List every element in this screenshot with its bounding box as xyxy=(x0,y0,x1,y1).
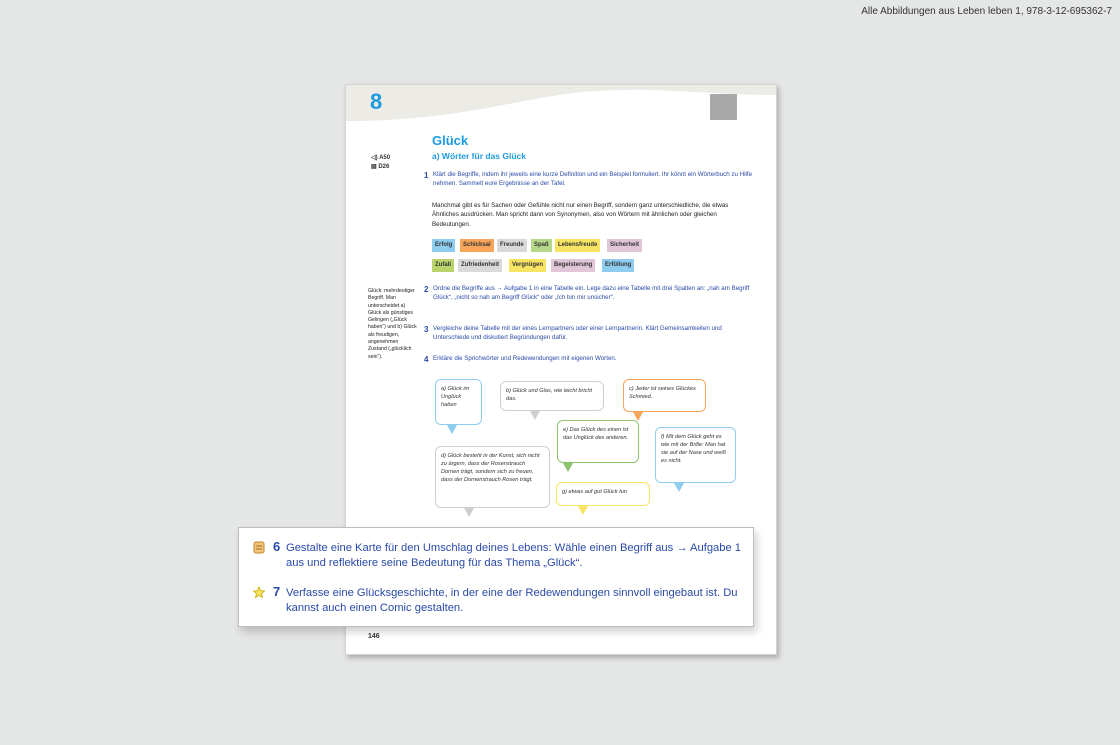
star-icon xyxy=(253,586,265,599)
intro-text: Manchmal gibt es für Sachen oder Gefühle nicht nur einen Begriff, sondern ganz unterschiedliche, die etwas Ähnliches ausdrücken. Man spricht dann von Synonymen, also von Wörtern mit ähnlichen oder gleichen Bedeutungen. xyxy=(432,202,729,228)
task-overlay-box xyxy=(238,527,754,627)
speech-bubble-d: d) Glück besteht in der Kunst, sich nicht zu ärgern, dass der Rosenstrauch Dornen trägt, sondern sich zu freuen, dass der Dornenstrauch Rosen trägt. xyxy=(435,446,550,508)
task-3: 3 Vergleiche deine Tabelle mit der eines Lernpartners oder einer Lernpartnerin. Klärt Gemeinsamkeiten und Unterschiede und diskutiert Begründungen dafür. xyxy=(424,325,722,341)
chip-lebensfreude: Lebensfreude xyxy=(555,239,600,252)
chip-schicksal: Schicksal xyxy=(460,239,494,252)
chapter-number: 8 xyxy=(370,89,383,114)
speech-bubble-g: g) etwas auf gut Glück tun xyxy=(556,482,650,506)
chip-sicherheit: Sicherheit xyxy=(607,239,642,252)
page-title: Glück xyxy=(432,133,469,148)
speaker-icon: ◁) xyxy=(371,155,378,161)
speech-bubble-c: c) Jeder ist seines Glückes Schmied. xyxy=(623,379,706,412)
chip-zufriedenheit: Zufriedenheit xyxy=(458,259,502,272)
bubble-tail-e xyxy=(563,463,573,472)
chip-erfuellung: Erfüllung xyxy=(602,259,634,272)
bubble-tail-f xyxy=(674,483,684,492)
task-2: 2 Ordne die Begriffe aus → Aufgabe 1 in eine Tabelle ein. Lege dazu eine Tabelle mit drei Spalten an: „nah am Begriff Glück“, „nicht so nah am Begriff Glück“ oder „Ich bin mir unsicher“. xyxy=(424,285,750,301)
image-credit: Alle Abbildungen aus Leben leben 1, 978-3-12-695362-7 xyxy=(861,6,1112,17)
chapter-tab-marker xyxy=(710,94,737,120)
task-1: 1 Klärt die Begriffe, indem ihr jeweils eine kurze Definition und ein Beispiel formuliert. Ihr könnt ein Wörterbuch zu Hilfe nehmen. Sammelt eure Ergebnisse an der Tafel. xyxy=(424,171,753,187)
chip-vergnuegen: Vergnügen xyxy=(509,259,546,272)
chip-erfolg: Erfolg xyxy=(432,239,455,252)
document-icon: ▤ xyxy=(371,164,377,170)
speech-bubble-b: b) Glück und Glas, wie leicht bricht das. xyxy=(500,381,604,411)
chip-spass: Spaß xyxy=(531,239,552,252)
chip-zufall: Zufall xyxy=(432,259,454,272)
page-subtitle: a) Wörter für das Glück xyxy=(432,151,526,161)
task-6-text: Gestalte eine Karte für den Umschlag deines Lebens: Wähle einen Begriff aus → Aufgabe 1 aus und reflektiere seine Bedeutung für das Thema „Glück“. xyxy=(286,542,742,570)
audio-ref: ◁) A50 xyxy=(371,155,391,161)
chip-freunde: Freunde xyxy=(497,239,527,252)
bubble-tail-g xyxy=(578,506,588,515)
margin-note: Glück: mehrdeutiger Begriff. Man unterscheidet a) Glück als günstiges Gelingen („Glück haben“) und b) Glück als freudigen, angenehmen Zustand („glücklich sein“). xyxy=(368,288,417,360)
page-number: 146 xyxy=(368,633,380,640)
speech-bubble-e: e) Das Glück des einen ist das Unglück des anderen. xyxy=(557,420,639,463)
portfolio-icon xyxy=(253,541,265,554)
task-7-number: 7 xyxy=(273,584,281,599)
speech-bubble-a: a) Glück im Unglück haben xyxy=(435,379,482,425)
bubble-tail-d xyxy=(464,508,474,517)
bubble-tail-a xyxy=(447,425,457,434)
task-7-text: Verfasse eine Glücksgeschichte, in der eine der Redewendungen sinnvoll eingebaut ist. Du kannst auch einen Comic gestalten. xyxy=(286,587,738,615)
chip-begeisterung: Begeisterung xyxy=(551,259,595,272)
bubble-tail-b xyxy=(530,411,540,420)
doc-ref: ▤ D26 xyxy=(371,164,390,170)
task-4: 4 Erkläre die Sprichwörter und Redewendungen mit eigenen Worten. xyxy=(424,355,617,364)
task-6-number: 6 xyxy=(273,539,281,554)
speech-bubble-f: f) Mit dem Glück geht es wie mit der Brille: Man hat sie auf der Nase und weiß es nicht. xyxy=(655,427,736,483)
